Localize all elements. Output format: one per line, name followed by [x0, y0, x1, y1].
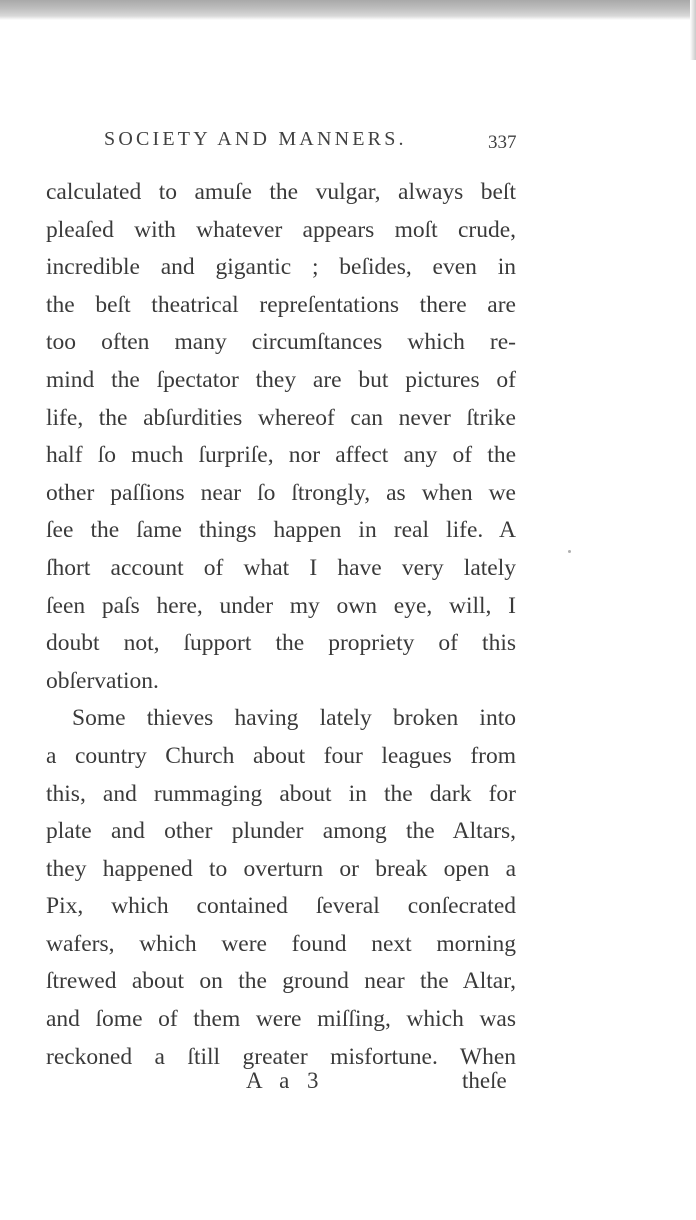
- text-line: ſhort account of what I have very lately: [46, 554, 516, 581]
- text-line: Pix, which contained ſeveral conſecrated: [46, 893, 516, 920]
- running-title: SOCIETY AND MANNERS.: [104, 128, 407, 150]
- text-line: a country Church about four leagues from: [46, 742, 516, 769]
- text-line: wafers, which were found next morning: [46, 930, 516, 957]
- text-line: too often many circumſtances which re-: [46, 329, 516, 356]
- text-line: and ſome of them were miſſing, which was: [46, 1006, 516, 1033]
- catchword: theſe: [462, 1068, 507, 1093]
- paragraph-1: [46, 174, 516, 700]
- text-line: they happened to overturn or break open a: [46, 855, 516, 882]
- paper-speck: [568, 550, 571, 553]
- text-line: half ſo much ſurpriſe, nor affect any of the: [46, 442, 516, 469]
- text-line: plate and other plunder among the Altars,: [46, 818, 516, 845]
- page-footer: [0, 1068, 696, 1104]
- text-line: ſtrewed about on the ground near the Altar,: [46, 968, 516, 995]
- text-line: calculated to amuſe the vulgar, always beſt: [46, 179, 516, 205]
- paragraph-2: [46, 700, 516, 1076]
- text-line: mind the ſpectator they are but pictures of: [46, 366, 516, 393]
- signature-mark: A a 3: [246, 1068, 325, 1093]
- text-line: life, the abſurdities whereof can never ſtrike: [46, 404, 516, 431]
- text-line: ſee the ſame things happen in real life. A: [46, 517, 516, 544]
- running-head: [104, 128, 524, 156]
- body-text: [46, 174, 516, 1076]
- text-line: doubt not, ſupport the propriety of this: [46, 630, 516, 657]
- text-line: ſeen paſs here, under my own eye, will, I: [46, 592, 516, 619]
- text-line: incredible and gigantic ; beſides, even in: [46, 254, 516, 281]
- text-line: this, and rummaging about in the dark for: [46, 780, 516, 807]
- page-number: 337: [488, 132, 517, 153]
- text-line: pleaſed with whatever appears moſt crude,: [46, 216, 516, 243]
- text-line: obſervation.: [46, 667, 159, 694]
- text-line: the beſt theatrical repreſentations there are: [46, 291, 516, 318]
- text-line: other paſſions near ſo ſtrongly, as when we: [46, 479, 516, 506]
- text-line: reckoned a ſtill greater misfortune. When: [46, 1043, 516, 1070]
- text-line: Some thieves having lately broken into: [72, 705, 516, 732]
